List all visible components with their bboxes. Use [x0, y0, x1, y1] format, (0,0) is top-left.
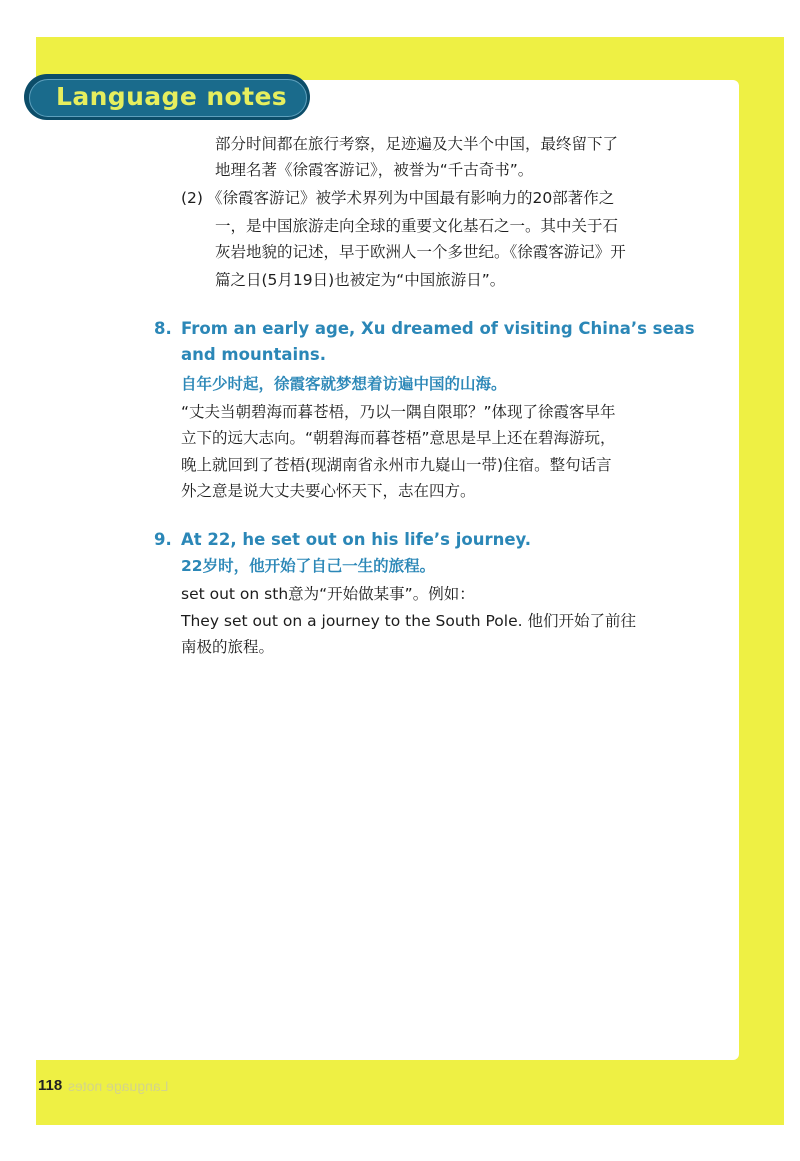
- note-8-heading-line-1: From an early age, Xu dreamed of visiting China’s seas: [181, 319, 695, 338]
- note-9-body-line-3: 南极的旅程。: [181, 638, 275, 656]
- continued-line-1: 部分时间都在旅行考察，足迹遍及大半个中国，最终留下了: [215, 135, 619, 153]
- note-8-number: 8.: [154, 319, 172, 338]
- item-2-label: (2): [181, 189, 203, 207]
- note-9-translation: 22岁时，他开始了自己一生的旅程。: [181, 557, 436, 575]
- note-8-body-line-1: “丈夫当朝碧海而暮苍梧，乃以一隅自限耶？”体现了徐霞客早年: [181, 403, 616, 421]
- item-2-line-1: 《徐霞客游记》被学术界列为中国最有影响力的20部著作之: [207, 189, 615, 207]
- note-9-body-line-2: They set out on a journey to the South Pole. 他们开始了前往: [181, 612, 636, 630]
- note-8-heading-line-2: and mountains.: [181, 345, 326, 364]
- note-8-body-line-3: 晚上就回到了苍梧(现湖南省永州市九嶷山一带)住宿。整句话言: [181, 456, 612, 474]
- note-9-number: 9.: [154, 530, 172, 549]
- continued-line-2: 地理名著《徐霞客游记》，被誉为“千古奇书”。: [215, 161, 534, 179]
- page-number: 118: [38, 1077, 63, 1094]
- note-8-body-line-4: 外之意是说大丈夫要心怀天下，志在四方。: [181, 482, 476, 500]
- note-8-translation: 自年少时起，徐霞客就梦想着访遍中国的山海。: [181, 375, 507, 393]
- item-2-line-4: 篇之日(5月19日)也被定为“中国旅游日”。: [215, 271, 506, 289]
- page-title: Language notes: [56, 82, 288, 111]
- bleed-through-text: Language notes: [68, 1078, 169, 1094]
- note-9-body-line-1: set out on sth意为“开始做某事”。例如：: [181, 585, 475, 603]
- item-2-line-2: 一，是中国旅游走向全球的重要文化基石之一。其中关于石: [215, 217, 619, 235]
- note-8-body-line-2: 立下的远大志向。“朝碧海而暮苍梧”意思是早上还在碧海游玩，: [181, 429, 616, 447]
- item-2-line-3: 灰岩地貌的记述，早于欧洲人一个多世纪。《徐霞客游记》开: [215, 243, 626, 261]
- note-9-heading: At 22, he set out on his life’s journey.: [181, 530, 532, 549]
